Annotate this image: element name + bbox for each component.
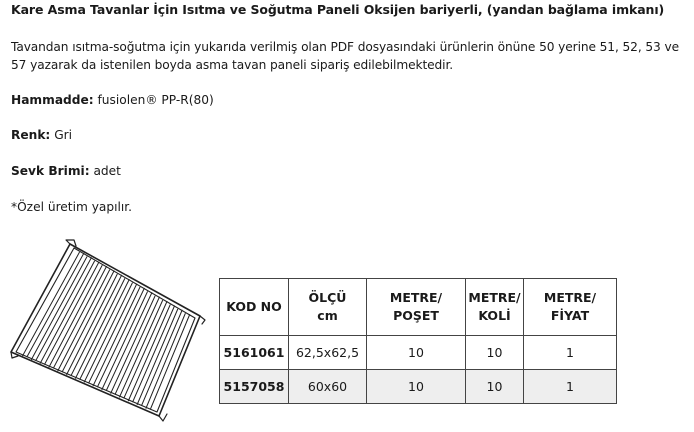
material-label: Hammadde:	[11, 93, 94, 107]
color-line	[11, 128, 72, 142]
unit-value: adet	[93, 164, 121, 178]
row-per-bag: 10	[367, 336, 466, 370]
row-per-box: 10	[466, 336, 524, 370]
color-value: Gri	[54, 128, 73, 142]
row-code: 5157058	[220, 370, 289, 404]
page-title: Kare Asma Tavanlar İçin Isıtma ve Soğutma Paneli Oksijen bariyerli, (yandan bağlama imkanı)	[11, 2, 665, 17]
production-note: *Özel üretim yapılır.	[11, 200, 133, 214]
product-table	[219, 278, 617, 404]
header-code: KOD NO	[220, 279, 289, 336]
header-per-box: METRE/ KOLİ	[466, 279, 524, 336]
table-row	[220, 336, 617, 370]
material-value: fusiolen® PP-R(80)	[97, 93, 214, 107]
row-size: 62,5x62,5	[289, 336, 367, 370]
unit-line	[11, 164, 121, 178]
row-per-box: 10	[466, 370, 524, 404]
table-row	[220, 370, 617, 404]
row-per-bag: 10	[367, 370, 466, 404]
row-price: 1	[524, 370, 617, 404]
header-size: ÖLÇÜ cm	[289, 279, 367, 336]
header-per-bag: METRE/ POŞET	[367, 279, 466, 336]
product-description: Tavandan ısıtma-soğutma için yukarıda verilmiş olan PDF dosyasındaki ürünlerin önüne 50 yerine 51, 52, 53 ve 57 yazarak da istenilen boyda asma tavan paneli sipariş edilebilmektedir.	[11, 40, 679, 72]
table-header-row	[220, 279, 617, 336]
ceiling-panel-image	[8, 238, 208, 422]
row-code: 5161061	[220, 336, 289, 370]
header-price: METRE/ FİYAT	[524, 279, 617, 336]
material-line	[11, 93, 214, 107]
row-size: 60x60	[289, 370, 367, 404]
color-label: Renk:	[11, 128, 51, 142]
unit-label: Sevk Brimi:	[11, 164, 90, 178]
row-price: 1	[524, 336, 617, 370]
